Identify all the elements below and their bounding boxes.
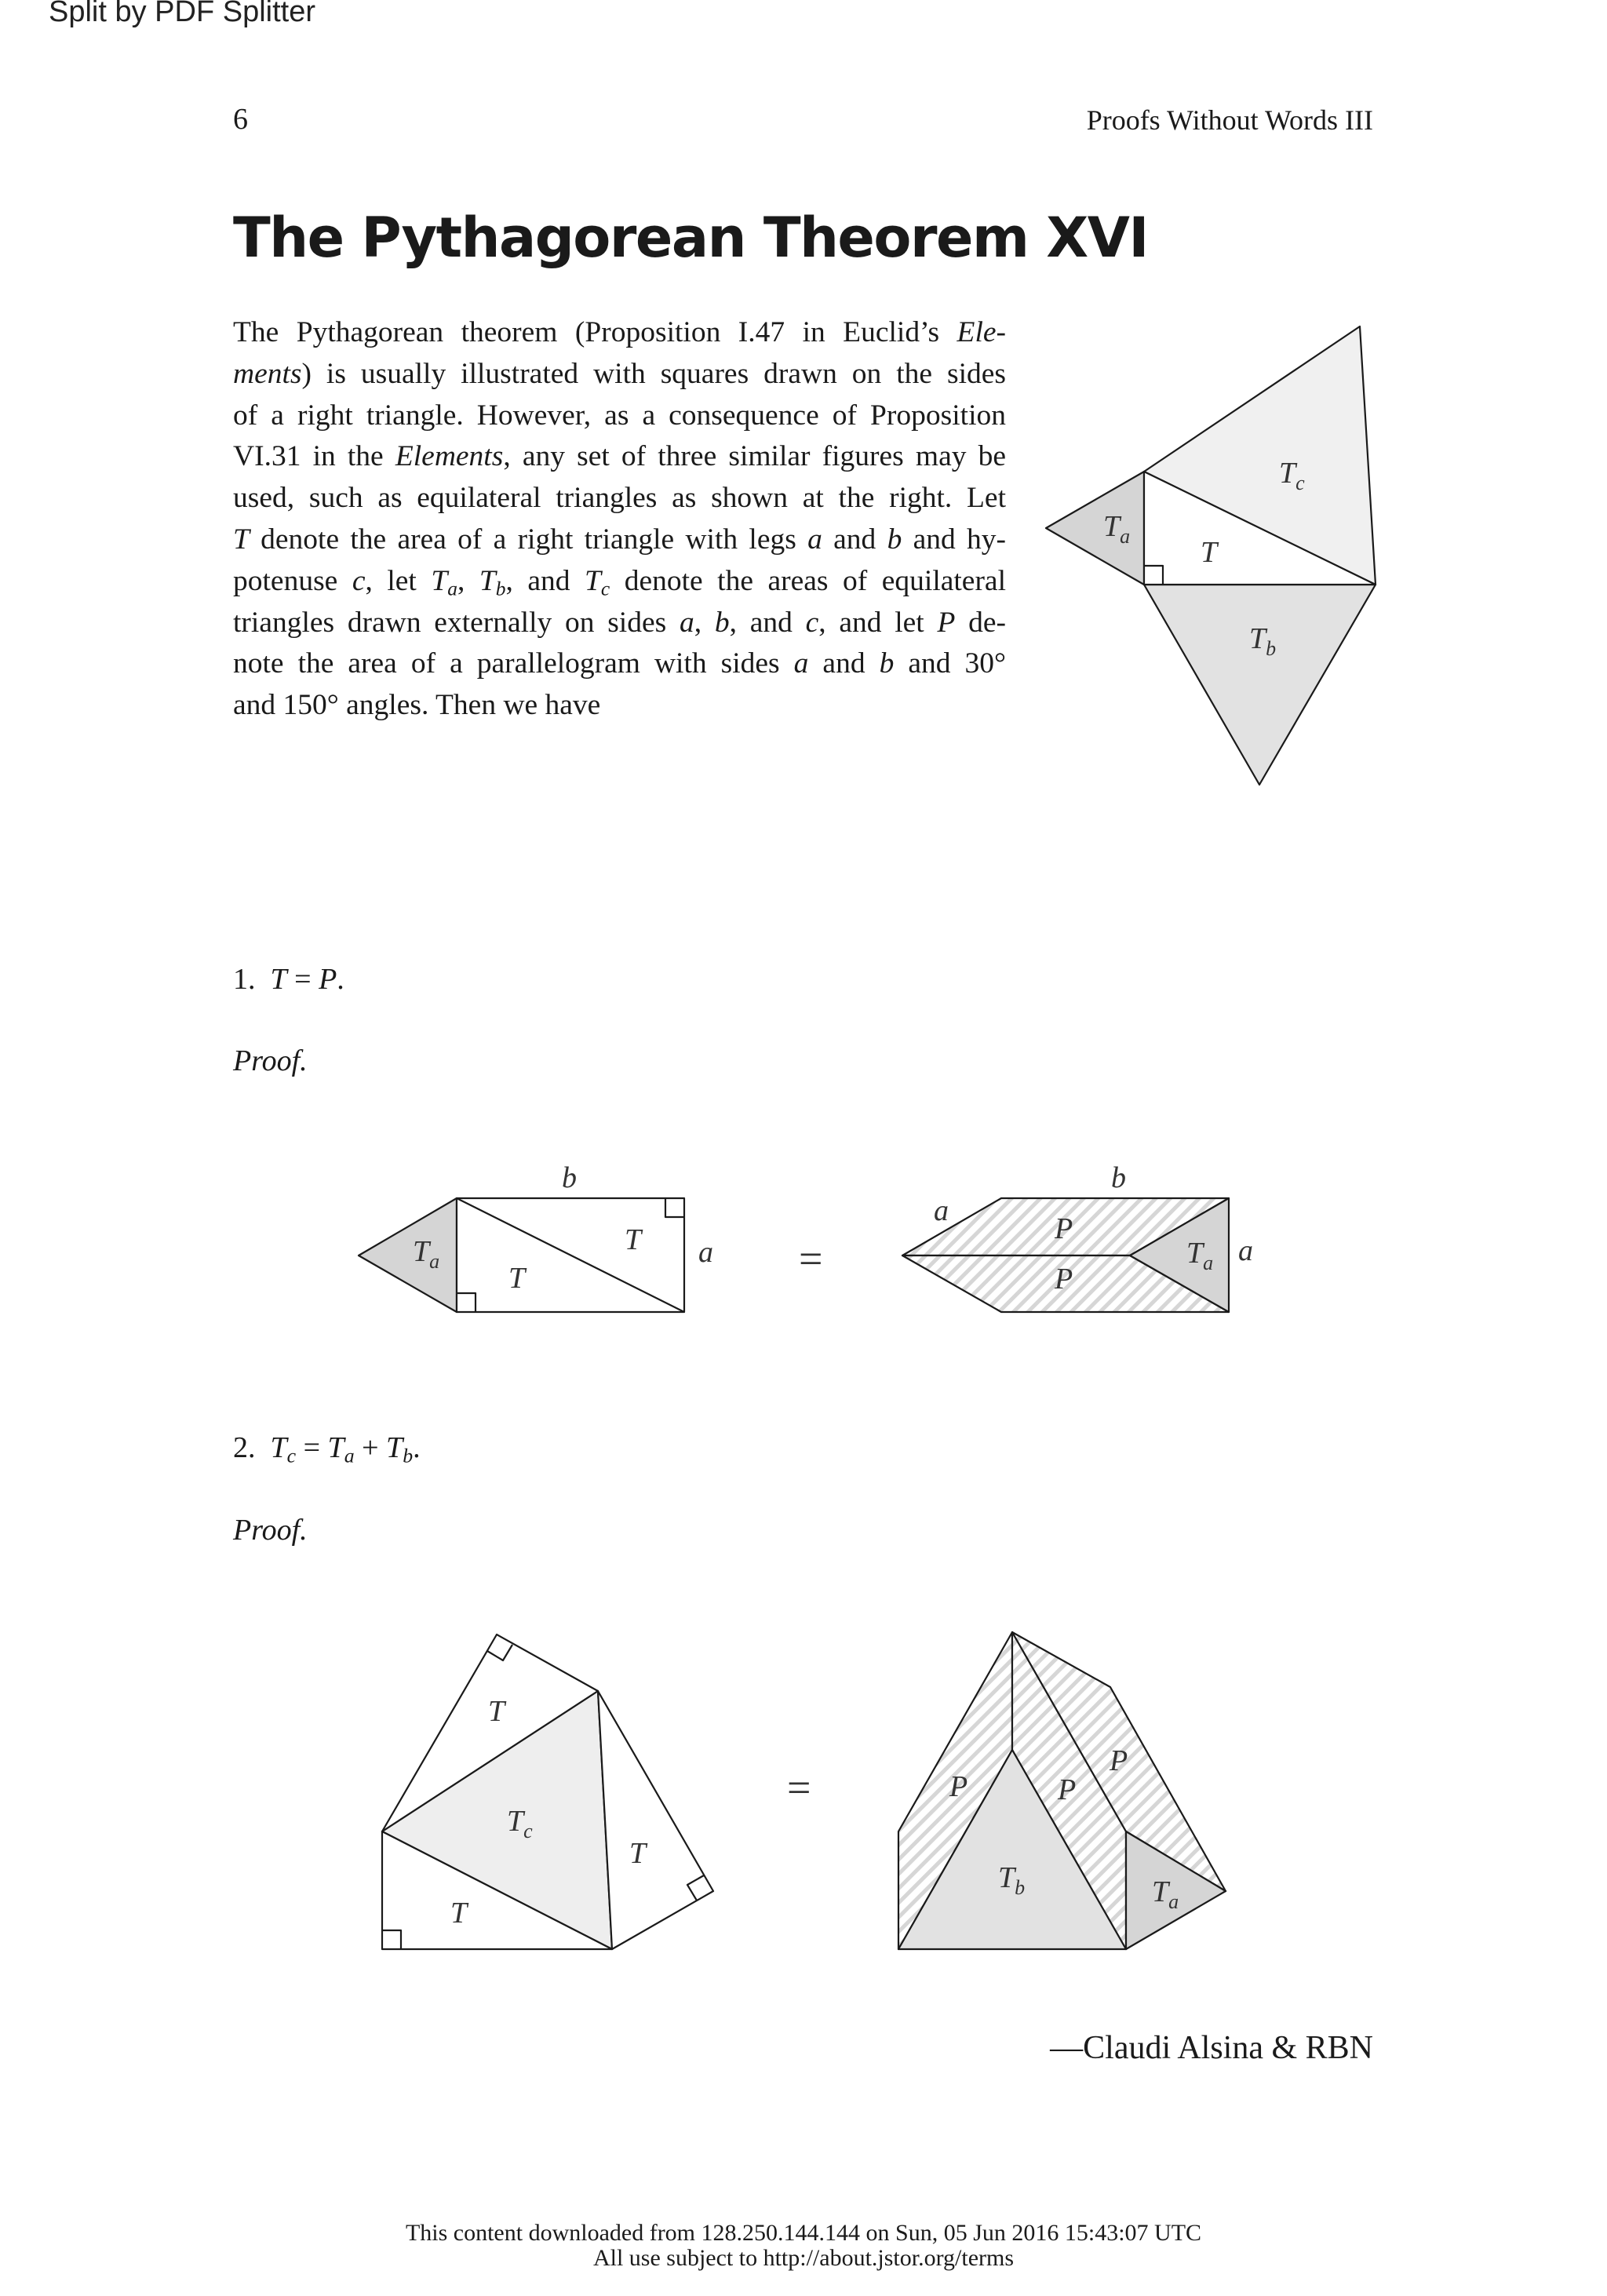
running-head: Proofs Without Words III bbox=[1086, 104, 1373, 136]
equals-sign: = bbox=[799, 1235, 823, 1282]
label-ta: $T_a$ bbox=[1103, 510, 1131, 548]
text-line: potenuse c, let $T_a$, $T_b$, and $T_c$ denote the areas of equilateral bbox=[233, 564, 1006, 600]
text-line: used, such as equilateral triangles as shown at the right. Let bbox=[233, 482, 1006, 515]
label-tc: $T_c$ bbox=[1279, 457, 1305, 494]
label-p: P bbox=[1058, 1773, 1077, 1806]
label-ta: $T_a$ bbox=[1152, 1875, 1179, 1913]
page-number: 6 bbox=[233, 103, 248, 136]
footer-download-line: This content downloaded from 128.250.144.144 on Sun, 05 Jun 2016 15:43:07 UTC bbox=[405, 2220, 1202, 2246]
label-tb: $T_b$ bbox=[1249, 622, 1277, 660]
label-t: T bbox=[508, 1262, 526, 1295]
label-a: a bbox=[698, 1236, 713, 1269]
label-p: P bbox=[949, 1770, 968, 1803]
label-t: T bbox=[1201, 536, 1218, 569]
jstor-footer bbox=[0, 2221, 1607, 2271]
label-t: T bbox=[629, 1837, 647, 1870]
text-line: and 150° angles. Then we have bbox=[233, 689, 601, 722]
equals-sign: = bbox=[787, 1764, 811, 1811]
text-line: note the area of a parallelogram with sides a and b and 30° bbox=[233, 647, 1007, 680]
footer-terms-line: All use subject to http://about.jstor.org/terms bbox=[592, 2245, 1015, 2271]
article-title: The Pythagorean Theorem XVI bbox=[233, 206, 1148, 270]
label-p: P bbox=[1055, 1263, 1073, 1296]
triangle-t-right bbox=[598, 1691, 713, 1949]
label-tc: $T_c$ bbox=[507, 1805, 533, 1842]
label-ta: $T_a$ bbox=[1186, 1237, 1214, 1274]
text-line: VI.31 in the Elements, any set of three similar figures may be bbox=[233, 440, 1006, 473]
label-b: b bbox=[562, 1161, 577, 1194]
label-t: T bbox=[450, 1897, 468, 1930]
text-line: of a right triangle. However, as a consequence of Proposition bbox=[233, 399, 1006, 432]
label-p: P bbox=[1110, 1744, 1128, 1777]
text-line: T denote the area of a right triangle with legs a and b and hy- bbox=[233, 523, 1006, 556]
label-t: T bbox=[625, 1223, 642, 1256]
text-line: ments) is usually illustrated with squares drawn on the sides bbox=[233, 357, 1006, 390]
statement-2: 2. $T_c = T_a + T_b$. bbox=[233, 1431, 421, 1467]
text-line: triangles drawn externally on sides a, b, and c, and let P de- bbox=[233, 606, 1006, 639]
label-ta: $T_a$ bbox=[413, 1235, 440, 1273]
author-signature: —Claudi Alsina & RBN bbox=[1050, 2030, 1373, 2066]
pdf-splitter-watermark: Split by PDF Splitter bbox=[49, 0, 315, 28]
label-t: T bbox=[488, 1695, 505, 1728]
label-a: a bbox=[1238, 1234, 1253, 1267]
label-p: P bbox=[1055, 1212, 1073, 1245]
label-b: b bbox=[1111, 1161, 1126, 1194]
proof-label-1: Proof. bbox=[233, 1044, 308, 1077]
statement-1: 1. T = P. bbox=[233, 963, 344, 996]
text-line: The Pythagorean theorem (Proposition I.47 in Euclid’s Ele- bbox=[233, 316, 1006, 348]
proof-label-2: Proof. bbox=[233, 1514, 308, 1547]
label-a: a bbox=[934, 1194, 949, 1227]
label-tb: $T_b$ bbox=[998, 1861, 1026, 1899]
